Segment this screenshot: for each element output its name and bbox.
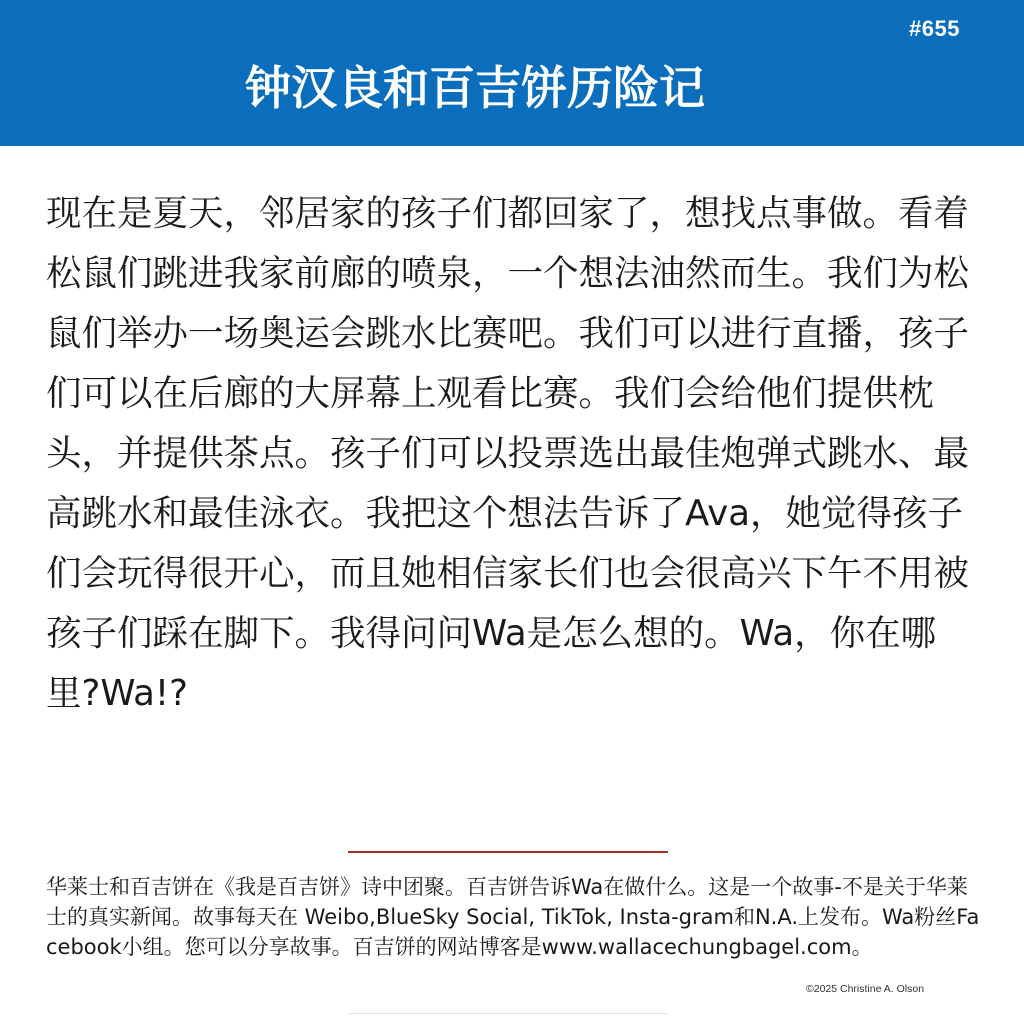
story-text: 现在是夏天，邻居家的孩子们都回家了，想找点事做。看着松鼠们跳进我家前廊的喷泉，一个想法油然而生。我们为松鼠们举办一场奥运会跳水比赛吧。我们可以进行直播，孩子们可以在后廊的大屏幕上观看比赛。我们会给他们提供枕头，并提供茶点。孩子们可以投票选出最佳炮弹式跳水、最高跳水和最佳泳衣。我把这个想法告诉了Ava，她觉得孩子们会玩得很开心，而且她相信家长们也会很高兴下午不用被孩子们踩在脚下。我得问问Wa是怎么想的。Wa，你在哪里?Wa!? (46, 193, 970, 714)
copyright-text: ©2025 Christine A. Olson (806, 983, 925, 995)
header-banner (0, 0, 1024, 146)
footer-note: 华莱士和百吉饼在《我是百吉饼》诗中团聚。百吉饼告诉Wa在做什么。这是一个故事-不是关于华莱士的真实新闻。故事每天在 Weibo,BlueSky Social, TikTok, Insta-gram和N.A.上发布。Wa粉丝Facebook小组。您可以分享故事。百吉饼的网站博客是www.wallacechungbagel.com。 (46, 875, 980, 959)
bottom-divider (348, 1013, 668, 1014)
page-title: 钟汉良和百吉饼历险记 (245, 61, 705, 115)
episode-number: #655 (909, 16, 960, 41)
footer-divider (348, 851, 668, 853)
